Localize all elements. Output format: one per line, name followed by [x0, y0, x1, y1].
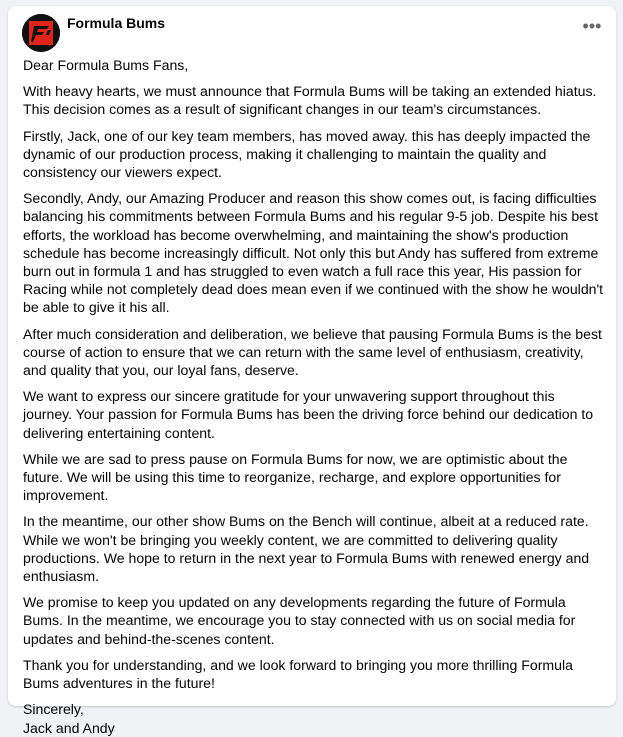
post-paragraph: Dear Formula Bums Fans,: [23, 57, 189, 73]
post-paragraph: With heavy hearts, we must announce that Formula Bums will be taking an extended hiatus. This decision comes as a result of significant changes in our team's circumstances.: [23, 83, 597, 118]
post-paragraph: While we are sad to press pause on Formula Bums for now, we are optimistic about the future. We will be using this time to reorganize, recharge, and explore opportunities for improvement.: [23, 450, 568, 504]
post-paragraph: We want to express our sincere gratitude for your unwavering support throughout this journey. Your passion for Formula Bums has been the driving force behind our dedication to delivering entertaining content.: [23, 388, 594, 441]
page-name[interactable]: Formula Bums: [67, 15, 166, 31]
more-options-button[interactable]: [580, 18, 604, 38]
more-options-icon: •••: [582, 16, 602, 36]
signature-line: Jack and Andy: [23, 719, 115, 736]
post-body: [23, 56, 605, 737]
post-paragraph: Secondly, Andy, our Amazing Producer and reason this show comes out, is facing difficulties balancing his commitments between Formula Bums and his regular 9-5 job. Despite his best efforts, the workload has become overwhelming, and maintaining the show's production schedule has become increasingly difficult. Not only this but Andy has suffered from extreme burn out in formula 1 and has struggled to even watch a full race this year, His passion for Racing while not completely dead does mean even if we continued with the show he wouldn't be able to give it his all.: [23, 190, 604, 316]
page-avatar[interactable]: [22, 14, 60, 52]
post-paragraph: Thank you for understanding, and we look forward to bringing you more thrilling Formula Bums adventures in the future!: [23, 656, 573, 692]
sign-off: [23, 700, 605, 736]
formula-bums-logo: [22, 14, 60, 52]
post-paragraph: We promise to keep you updated on any developments regarding the future of Formula Bums. In the meantime, we encourage you to stay connected with us on social media for updates and behind-the-scenes content.: [23, 594, 576, 647]
post-paragraph: In the meantime, our other show Bums on the Bench will continue, albeit at a reduced rate. While we won't be bringing you weekly content, we are committed to delivering quality productions. We hope to return in the next year to Formula Bums with renewed energy and enthusiasm.: [23, 513, 590, 585]
post-card: [8, 6, 616, 736]
post-header: [8, 6, 616, 54]
post-paragraph: Firstly, Jack, one of our key team members, has moved away. this has deeply impacted the dynamic of our production process, making it challenging to maintain the quality and consistency our viewers expect.: [23, 127, 591, 181]
post-paragraph: After much consideration and deliberation, we believe that pausing Formula Bums is the best course of action to ensure that we can return with the same level of enthusiasm, creativity, and quality that you, our loyal fans, deserve.: [23, 325, 602, 379]
closing-line: Sincerely,: [23, 701, 84, 718]
